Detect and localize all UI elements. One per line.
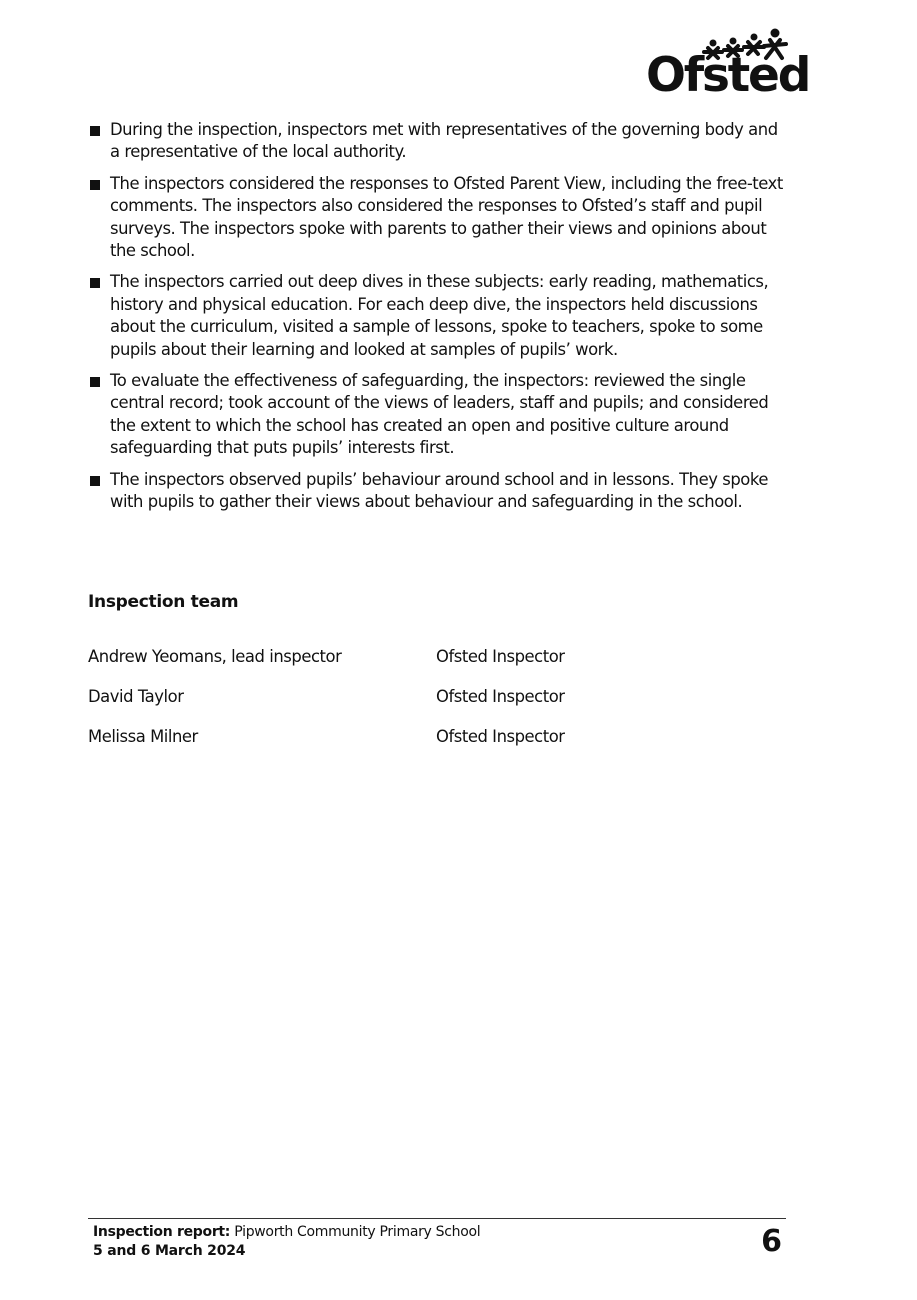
footer-inspection-dates: 5 and 6 March 2024: [93, 1243, 246, 1259]
list-item: [88, 119, 788, 164]
square-bullet-icon: [90, 180, 100, 190]
list-item: [88, 469, 788, 514]
team-member-role: Ofsted Inspector: [436, 727, 565, 746]
team-member-name: David Taylor: [88, 687, 184, 706]
ofsted-logo: [646, 28, 810, 104]
square-bullet-icon: [90, 126, 100, 136]
footer-school-name: Pipworth Community Primary School: [234, 1224, 481, 1240]
team-member-name: Melissa Milner: [88, 727, 198, 746]
list-item-text: The inspectors considered the responses to Ofsted Parent View, including the free-text comments. The inspectors also considered the responses to Ofsted’s staff and pupil surveys. The inspectors spoke with parents to gather their views and opinions about the school.: [110, 173, 783, 261]
square-bullet-icon: [90, 377, 100, 387]
list-item-text: During the inspection, inspectors met with representatives of the governing body and a representative of the local authority.: [110, 120, 778, 162]
footer-report-title: [93, 1223, 480, 1242]
team-member-role: Ofsted Inspector: [436, 687, 565, 706]
list-item-text: To evaluate the effectiveness of safeguarding, the inspectors: reviewed the single central record; took account of the views of leaders, staff and pupils; and considered the extent to which the school has created an open and positive culture around safeguarding that puts pupils’ interests first.: [110, 371, 769, 458]
list-item: [88, 271, 788, 361]
list-item-text: The inspectors observed pupils’ behaviour around school and in lessons. They spoke with pupils to gather their views about behaviour and safeguarding in the school.: [110, 469, 768, 512]
logo-wordmark: Ofsted: [646, 48, 810, 103]
team-member-row: [88, 645, 688, 669]
inspection-team-heading: Inspection team: [88, 592, 239, 612]
team-member-row: [88, 725, 688, 749]
page-number: 6: [761, 1224, 782, 1259]
list-item: [88, 370, 788, 460]
square-bullet-icon: [90, 278, 100, 288]
footer-divider: [88, 1218, 786, 1219]
team-member-role: Ofsted Inspector: [436, 647, 565, 666]
footer-report-label: Inspection report:: [93, 1224, 231, 1240]
team-member-row: [88, 685, 688, 709]
square-bullet-icon: [90, 476, 100, 486]
list-item: [88, 173, 788, 263]
team-member-name: Andrew Yeomans, lead inspector: [88, 647, 342, 666]
inspection-activities-list: [88, 119, 788, 523]
list-item-text: The inspectors carried out deep dives in these subjects: early reading, mathematics, history and physical education. For each deep dive, the inspectors held discussions about the curriculum, visited a sample of lessons, spoke to teachers, spoke to some pupils about their learning and looked at samples of pupils’ work.: [110, 272, 769, 359]
